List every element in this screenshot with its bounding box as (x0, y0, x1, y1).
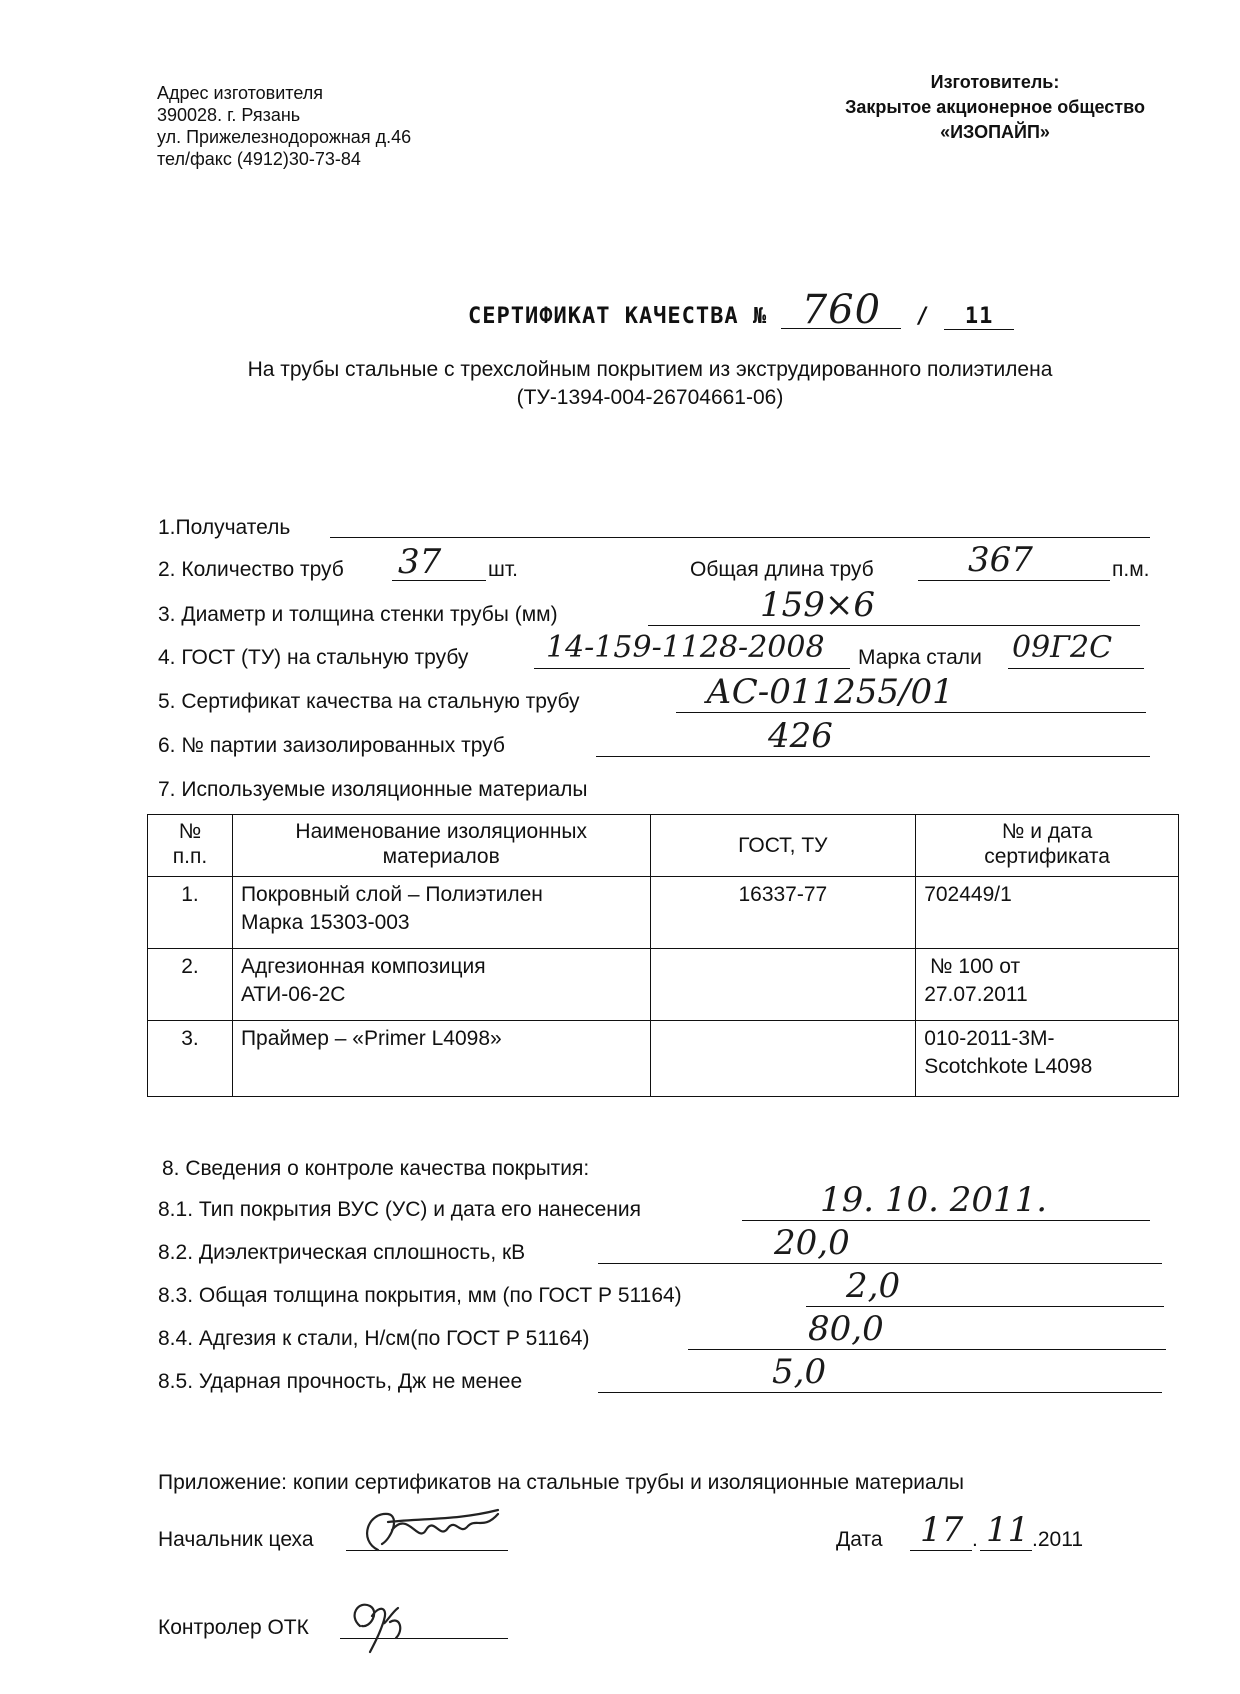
coating-type-label: 8.1. Тип покрытия ВУС (УС) и дата его нанесения (158, 1198, 641, 1221)
row-cert (916, 949, 1179, 1021)
table-header-cell (916, 815, 1179, 877)
steel-grade-label: Марка стали (858, 646, 982, 669)
row-gost: 16337-77 (650, 877, 916, 949)
date-day-line (910, 1550, 972, 1551)
thickness-value: 2,0 (846, 1266, 901, 1306)
chief-label: Начальник цеха (158, 1528, 314, 1551)
chief-signature (348, 1500, 508, 1562)
header-num: № п.п. (172, 820, 208, 868)
dielectric-value: 20,0 (774, 1223, 850, 1263)
pipe-count-unit: шт. (488, 558, 518, 581)
gost-label: 4. ГОСТ (ТУ) на стальную трубу (158, 646, 469, 669)
table-header-cell (232, 815, 650, 877)
controller-label: Контролер ОТК (158, 1616, 309, 1639)
steel-cert-value: АС-011255/01 (706, 672, 954, 712)
total-length-value: 367 (968, 540, 1033, 580)
address-line: Адрес изготовителя (157, 83, 323, 103)
row-gost (650, 1021, 916, 1097)
batch-value: 426 (768, 716, 833, 756)
diameter-value: 159×6 (760, 585, 876, 625)
materials-label: 7. Используемые изоляционные материалы (158, 778, 588, 801)
row-name (232, 877, 650, 949)
row-name (232, 949, 650, 1021)
thickness-line (806, 1306, 1164, 1307)
steel-cert-label: 5. Сертификат качества на стальную трубу (158, 690, 580, 713)
dielectric-line (598, 1263, 1162, 1264)
row-num: 2. (148, 949, 233, 1021)
table-header-cell (650, 815, 916, 877)
diameter-label: 3. Диаметр и толщина стенки трубы (мм) (158, 603, 558, 626)
header-cert: № и дата сертификата (984, 820, 1110, 868)
date-year: .2011 (1032, 1528, 1083, 1551)
date-month: 11 (986, 1510, 1030, 1550)
cert-date: Scotchkote L4098 (924, 1055, 1093, 1078)
row-name (232, 1021, 650, 1097)
materials-table (147, 814, 1179, 1097)
address-line: 390028. г. Рязань (157, 105, 301, 125)
material-name: Адгезионная композиция (240, 955, 486, 978)
dielectric-label: 8.2. Диэлектрическая сплошность, кВ (158, 1241, 526, 1264)
date-label: Дата (836, 1528, 883, 1551)
batch-line (596, 756, 1150, 757)
material-grade: Марка 15303-003 (240, 911, 410, 934)
table-row (148, 949, 1179, 1021)
coating-type-line (742, 1220, 1150, 1221)
table-header-row (148, 815, 1179, 877)
address-line: тел/факс (4912)30-73-84 (157, 149, 361, 169)
controller-signature (340, 1586, 430, 1656)
diameter-line (648, 625, 1140, 626)
manufacturer-label: Изготовитель: (930, 72, 1060, 92)
steel-cert-line (676, 712, 1146, 713)
pipe-count-value: 37 (398, 542, 442, 582)
recipient-line (330, 537, 1150, 538)
cert-number: 702449/1 (924, 883, 1012, 906)
manufacturer-block (780, 70, 1210, 145)
row-gost (650, 949, 916, 1021)
gost-line (534, 668, 850, 669)
cert-date: 27.07.2011 (924, 983, 1028, 1006)
row-num: 3. (148, 1021, 233, 1097)
pipe-count-label: 2. Количество труб (158, 558, 344, 581)
date-month-line (980, 1550, 1032, 1551)
certificate-slash: / (915, 304, 930, 329)
batch-label: 6. № партии заизолированных труб (158, 734, 505, 757)
steel-grade-value: 09Г2С (1012, 630, 1113, 665)
table-row (148, 1021, 1179, 1097)
adhesion-value: 80,0 (808, 1309, 884, 1349)
thickness-label: 8.3. Общая толщина покрытия, мм (по ГОСТ Р 51164) (158, 1284, 682, 1307)
manufacturer-address (157, 82, 411, 170)
material-name: Праймер – «Primer L4098» (240, 1027, 502, 1050)
total-length-label: Общая длина труб (690, 558, 874, 581)
row-cert (916, 1021, 1179, 1097)
certificate-title (468, 287, 1014, 333)
recipient-label: 1.Получатель (158, 516, 291, 539)
adhesion-label: 8.4. Адгезия к стали, Н/см(по ГОСТ Р 51164) (158, 1327, 590, 1350)
date-separator: . (972, 1528, 978, 1551)
cert-number: 010-2011-3M- (924, 1027, 1055, 1050)
quality-heading: 8. Сведения о контроле качества покрытия: (162, 1157, 590, 1180)
gost-value: 14-159-1128-2008 (546, 630, 825, 665)
row-cert (916, 877, 1179, 949)
address-line: ул. Прижелезнодорожная д.46 (157, 127, 412, 147)
manufacturer-brand: «ИЗОПАЙП» (940, 122, 1050, 142)
subtitle-spec: (ТУ-1394-004-26704661-06) (516, 386, 784, 409)
header-name: Наименование изоляционных материалов (295, 820, 588, 868)
manufacturer-name: Закрытое акционерное общество (845, 97, 1145, 117)
coating-date-value: 19. 10. 2011. (820, 1180, 1048, 1220)
total-length-unit: п.м. (1112, 558, 1150, 581)
certificate-year: 11 (944, 304, 1014, 330)
impact-line (598, 1392, 1162, 1393)
cert-number: № 100 от (924, 955, 1021, 978)
steel-grade-line (1008, 668, 1144, 669)
row-num: 1. (148, 877, 233, 949)
date-day: 17 (920, 1510, 964, 1550)
certificate-number: 760 (781, 292, 901, 329)
appendix-note: Приложение: копии сертификатов на стальные трубы и изоляционные материалы (158, 1471, 965, 1494)
certificate-title-text: СЕРТИФИКАТ КАЧЕСТВА № (468, 304, 768, 329)
header-gost: ГОСТ, ТУ (738, 834, 828, 857)
material-name: Покровный слой – Полиэтилен (240, 883, 543, 906)
table-row (148, 877, 1179, 949)
material-grade: АТИ-06-2С (240, 983, 346, 1006)
subtitle-line: На трубы стальные с трехслойным покрытием из экструдированного полиэтилена (247, 358, 1053, 381)
certificate-subtitle (150, 356, 1150, 412)
total-length-line (918, 580, 1110, 581)
table-header-cell (148, 815, 233, 877)
impact-label: 8.5. Ударная прочность, Дж не менее (158, 1370, 523, 1393)
adhesion-line (688, 1349, 1166, 1350)
impact-value: 5,0 (772, 1352, 827, 1392)
